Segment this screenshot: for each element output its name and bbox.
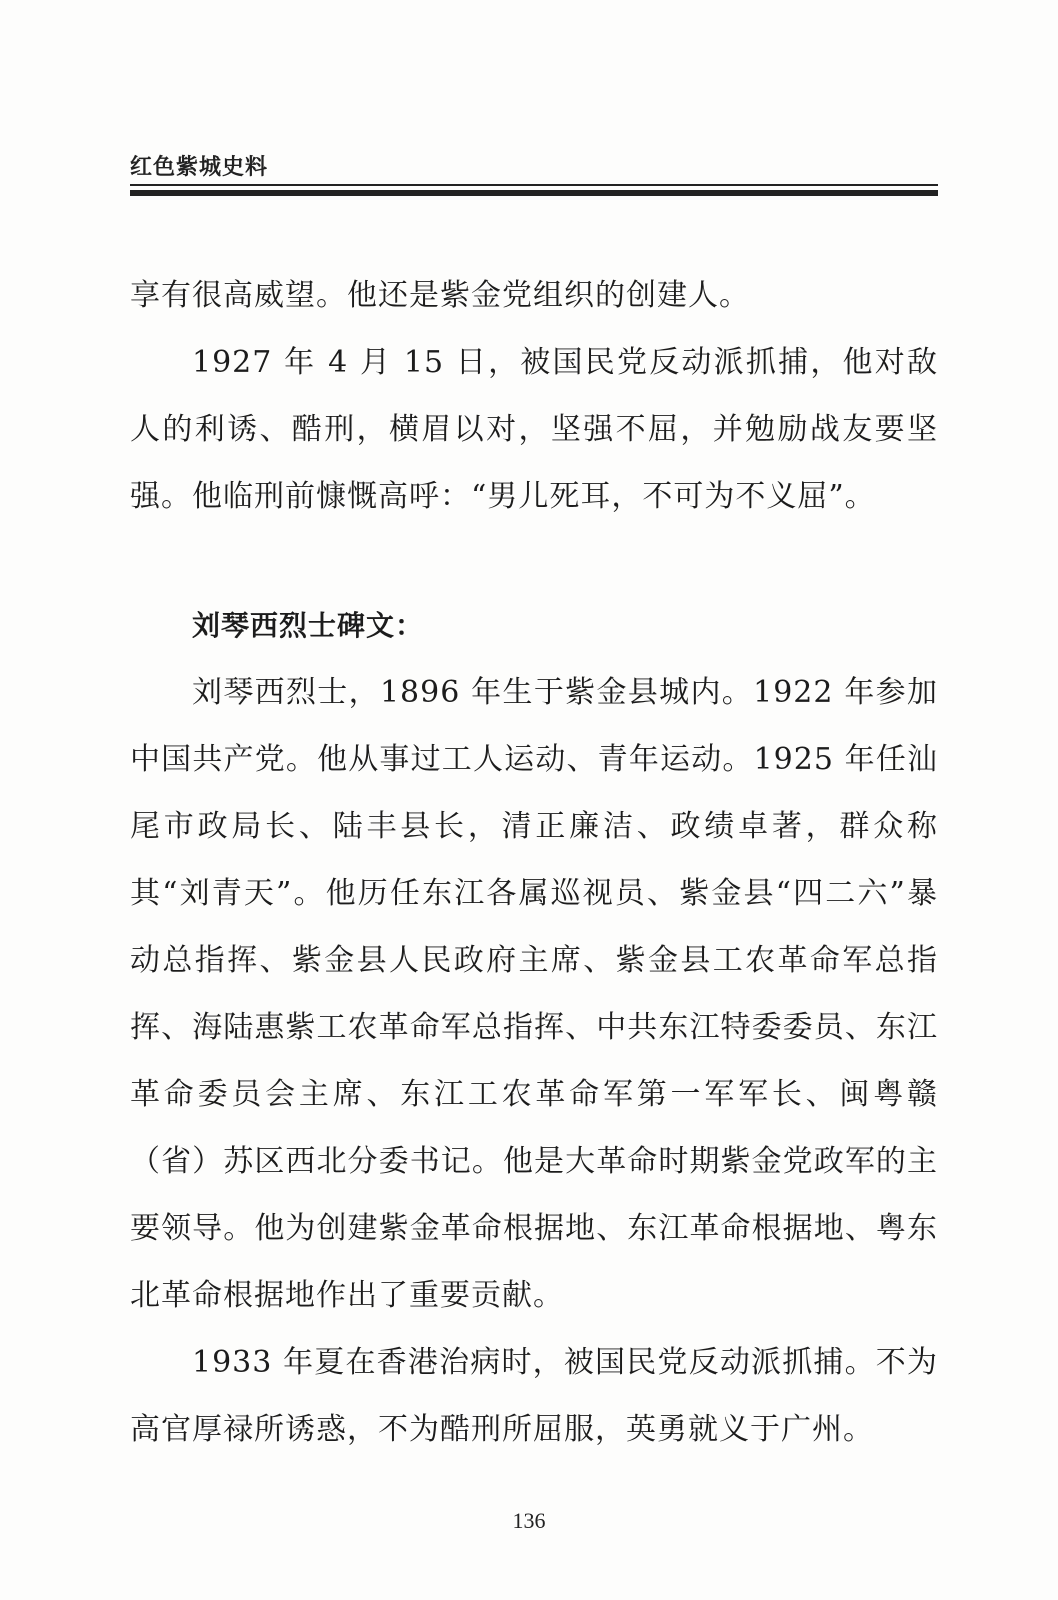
paragraph-arrest-1927: 1927 年 4 月 15 日，被国民党反动派抓捕，他对敌人的利诱、酷刑，横眉以对，坚强不屈，并勉励战友要坚强。他临刑前慷慨高呼：“男儿死耳，不可为不义屈”。	[130, 345, 938, 514]
paragraph-arrest-1933: 1933 年夏在香港治病时，被国民党反动派抓捕。不为高官厚禄所诱惑，不为酷刑所屈服，英勇就义于广州。	[130, 1345, 938, 1447]
section-spacer	[130, 530, 938, 592]
running-head-title: 红色紫城史料	[130, 155, 269, 180]
body-text	[130, 262, 938, 1463]
header-rule-thick	[130, 190, 938, 196]
header-rule-thin	[130, 184, 938, 186]
paragraph-biography: 刘琴西烈士，1896 年生于紫金县城内。1922 年参加中国共产党。他从事过工人运动、青年运动。1925 年任汕尾市政局长、陆丰县长，清正廉洁、政绩卓著，群众称其“刘青天”。他历任东江各属巡视员、紫金县“四二六”暴动总指挥、紫金县人民政府主席、紫金县工农革命军总指挥、海陆惠紫工农革命军总指挥、中共东江特委委员、东江革命委员会主席、东江工农革命军第一军军长、闽粤赣（省）苏区西北分委书记。他是大革命时期紫金党政军的主要领导。他为创建紫金革命根据地、东江革命根据地、粤东北革命根据地作出了重要贡献。	[130, 675, 938, 1313]
page-number: 136	[512, 1508, 546, 1533]
section-heading: 刘琴西烈士碑文：	[192, 609, 425, 642]
paragraph-continued: 享有很高威望。他还是紫金党组织的创建人。	[130, 278, 750, 313]
